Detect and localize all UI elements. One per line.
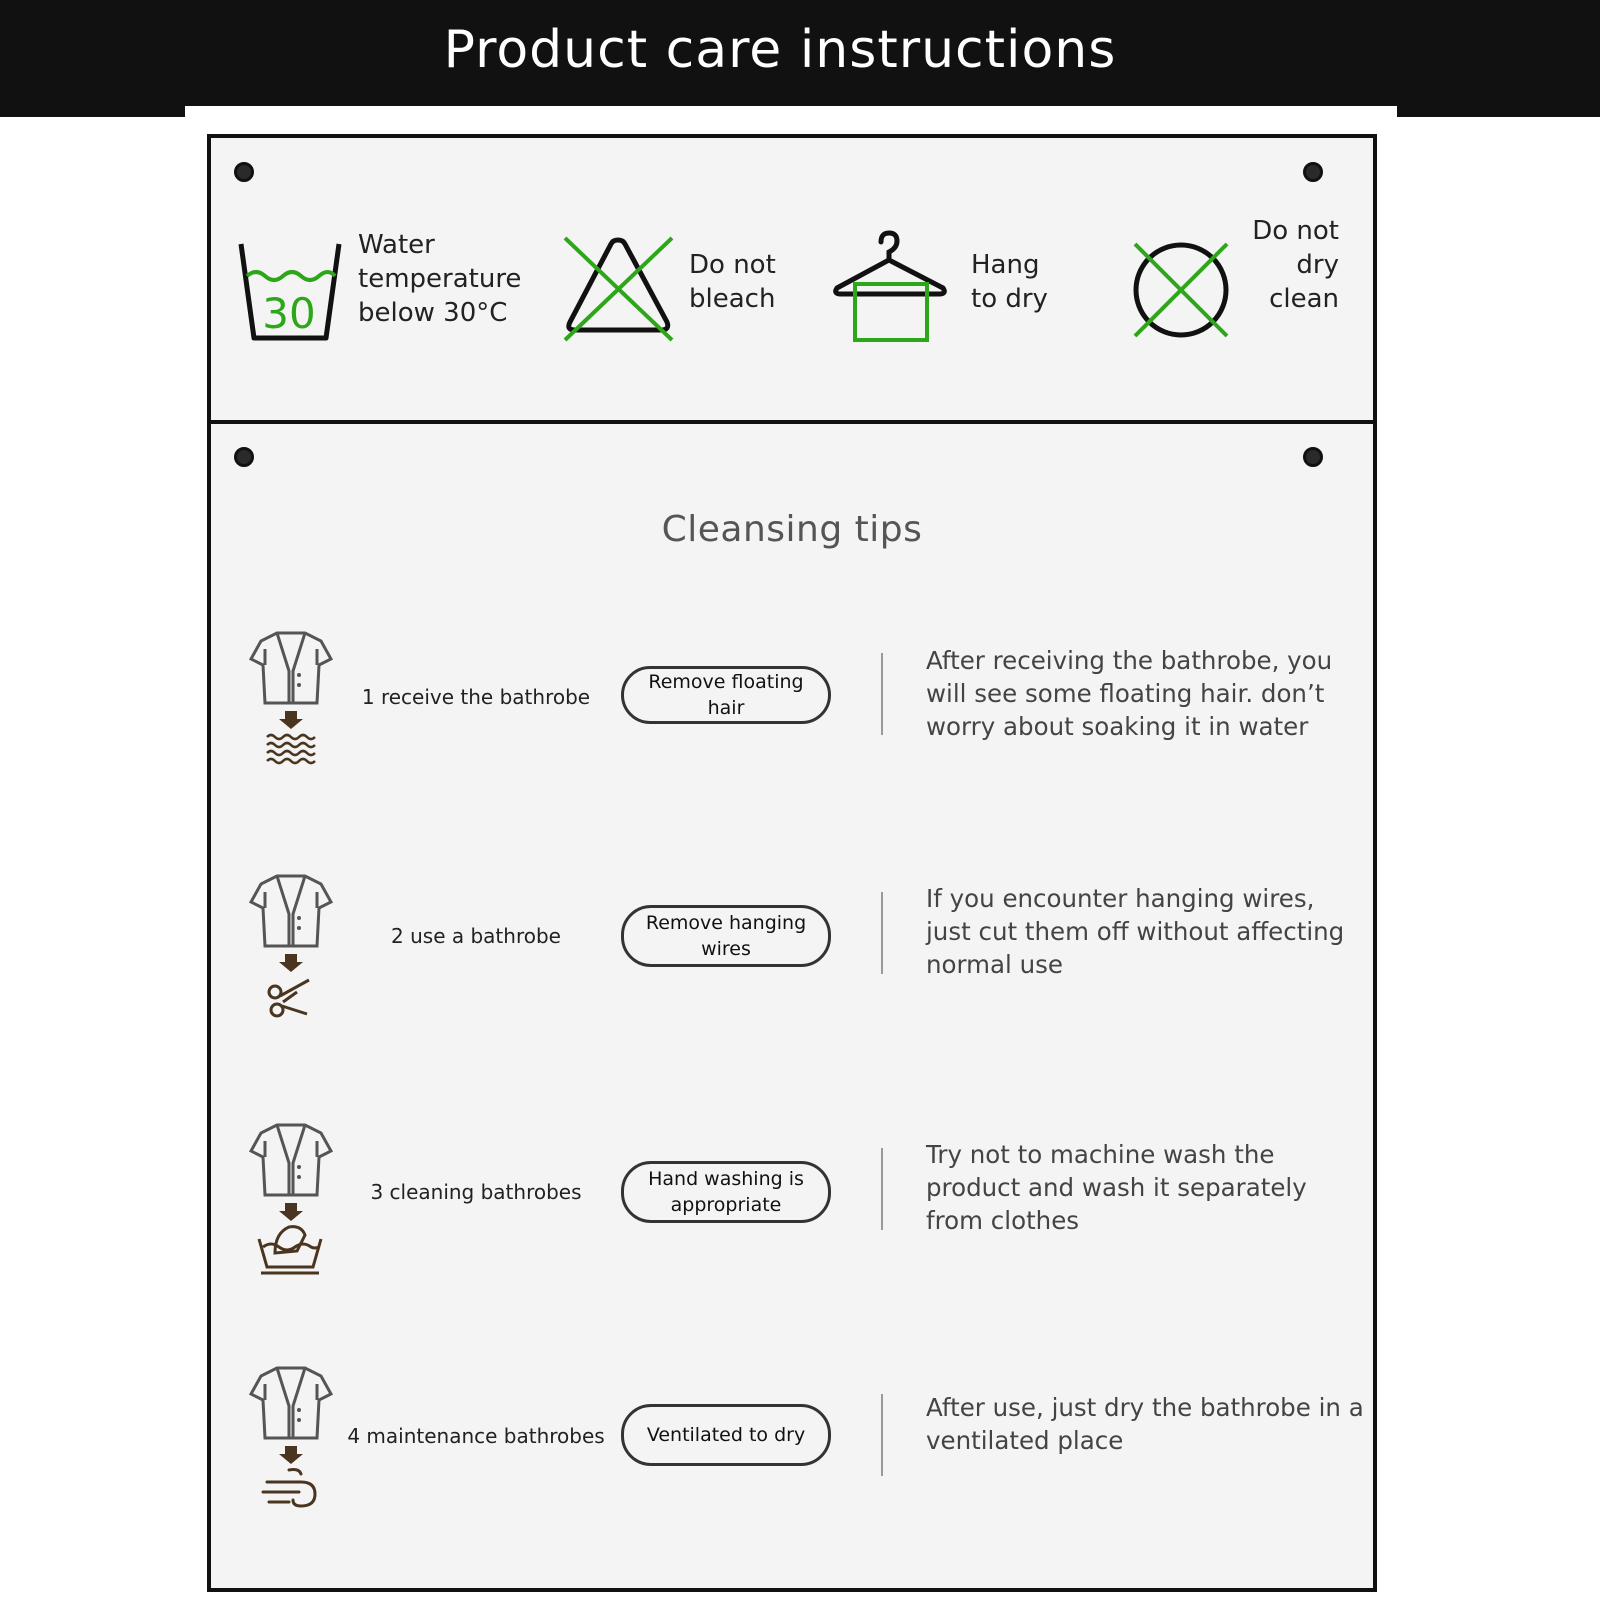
rivet <box>234 447 254 467</box>
bathrobe-scissors-icon <box>249 872 333 1022</box>
tip-step-label: 2 use a bathrobe <box>391 924 561 948</box>
tip-row <box>211 1364 1373 1524</box>
rivet <box>1303 162 1323 182</box>
section-title: Cleansing tips <box>661 509 923 550</box>
rivet <box>234 162 254 182</box>
tip-row <box>211 629 1373 789</box>
care-item-wash <box>236 228 536 358</box>
no-bleach-icon <box>561 234 676 344</box>
tip-description: After use, just dry the bathrobe in a ventilated place <box>926 1393 1364 1455</box>
cleansing-tips-panel <box>207 420 1377 1592</box>
care-label-hang: Hang to dry <box>971 250 1048 314</box>
care-item-hang <box>831 228 1071 358</box>
header-bar <box>0 0 1600 117</box>
tip-description: Try not to machine wash the product and wash it separately from clothes <box>926 1140 1307 1235</box>
tip-action-pill: Remove hanging wires <box>621 905 831 967</box>
wash-badge: 30 <box>262 289 316 338</box>
wash-30-icon <box>236 236 346 346</box>
tip-step-label: 4 maintenance bathrobes <box>347 1424 605 1448</box>
tip-step-label: 3 cleaning bathrobes <box>370 1180 582 1204</box>
bathrobe-air-dry-icon <box>249 1364 333 1514</box>
header-divider <box>185 106 1397 117</box>
page-title: Product care instructions <box>443 20 1117 80</box>
care-symbols-panel <box>207 134 1377 424</box>
tip-divider <box>881 892 883 974</box>
tip-divider <box>881 653 883 735</box>
tip-row <box>211 872 1373 1032</box>
bathrobe-handwash-icon <box>249 1121 333 1281</box>
no-dry-clean-icon <box>1131 240 1231 340</box>
tip-divider <box>881 1148 883 1230</box>
tip-step-label: 1 receive the bathrobe <box>361 685 591 709</box>
tip-divider <box>881 1394 883 1476</box>
care-label-wash: Water temperature below 30°C <box>358 230 522 328</box>
tip-action-pill: Ventilated to dry <box>621 1404 831 1466</box>
care-item-bleach <box>561 228 801 358</box>
bathrobe-soak-icon <box>249 629 333 769</box>
care-label-dry-clean: Do not dry clean <box>1252 216 1339 314</box>
tip-action-pill: Remove floating hair <box>621 666 831 724</box>
tip-row <box>211 1121 1373 1281</box>
tip-description: After receiving the bathrobe, you will see some floating hair. don’t worry about soaking it in water <box>926 646 1333 741</box>
tip-action-pill: Hand washing is appropriate <box>621 1161 831 1223</box>
rivet <box>1303 447 1323 467</box>
care-label-bleach: Do not bleach <box>689 250 776 314</box>
tip-description: If you encounter hanging wires, just cut them off without affecting normal use <box>926 884 1345 979</box>
care-item-dry-clean <box>1131 216 1361 358</box>
hang-dry-icon <box>831 228 951 348</box>
